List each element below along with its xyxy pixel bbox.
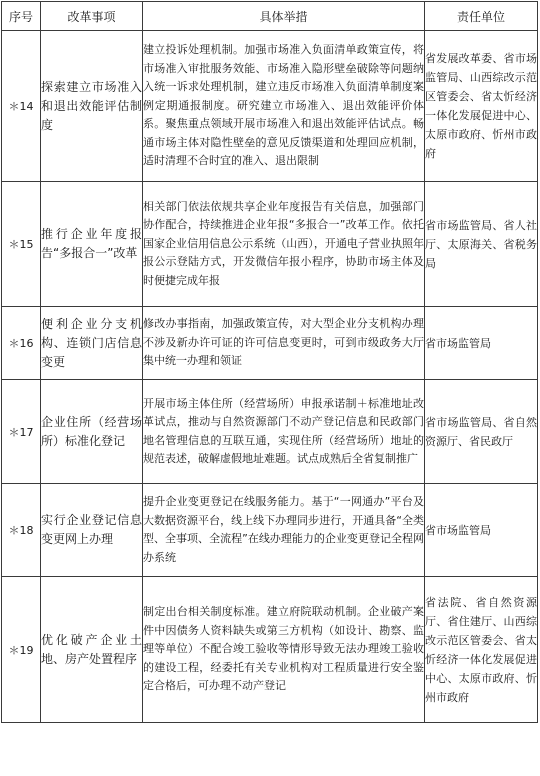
table-row bbox=[2, 182, 538, 307]
row-serial-number: ＊18 bbox=[2, 484, 41, 577]
row-responsible-unit: 省发展改革委、省市场监管局、山西综改示范区管委会、省太忻经济一体化发展促进中心、太原市政府、忻州市政府 bbox=[425, 31, 538, 182]
row-specific-measures: 制定出台相关制度标准。建立府院联动机制。企业破产案件中因债务人资料缺失或第三方机构（如设计、勘察、监理等单位）不配合竣工验收等情形导致无法办理竣工验收的建设工程，经委托有关专业机构对工程质量进行安全鉴定合格后，可办理不动产登记 bbox=[143, 577, 425, 723]
table-row bbox=[2, 484, 538, 577]
row-reform-item: 企业住所（经营场所）标准化登记 bbox=[41, 380, 143, 484]
header-specific-measures: 具体举措 bbox=[143, 2, 425, 31]
table-row bbox=[2, 31, 538, 182]
table-row bbox=[2, 577, 538, 723]
header-responsible-unit: 责任单位 bbox=[425, 2, 538, 31]
table-row bbox=[2, 307, 538, 380]
row-responsible-unit: 省市场监管局、省自然资源厅、省民政厅 bbox=[425, 380, 538, 484]
row-specific-measures: 开展市场主体住所（经营场所）申报承诺制＋标准地址改革试点，推动与自然资源部门不动产登记信息和民政部门地名管理信息的互联互通，实现住所（经营场所）地址的规范表述，破解虚假地址难题。试点成熟后全省复制推广 bbox=[143, 380, 425, 484]
row-specific-measures: 提升企业变更登记在线服务能力。基于“一网通办”平台及大数据资源平台，线上线下办理同步进行，开通具备“全类型、全事项、全流程”在线办理能力的企业变更登记全程网办系统 bbox=[143, 484, 425, 577]
row-reform-item: 推行企业年度报告“多报合一”改革 bbox=[41, 182, 143, 307]
row-serial-number: ＊17 bbox=[2, 380, 41, 484]
header-reform-item: 改革事项 bbox=[41, 2, 143, 31]
header-serial-number: 序号 bbox=[2, 2, 41, 31]
reform-table bbox=[1, 1, 538, 723]
row-specific-measures: 相关部门依法依规共享企业年度报告有关信息，加强部门协作配合，持续推进企业年报“多报合一”改革工作。依托国家企业信用信息公示系统（山西），开通电子营业执照年报公示登陆方式，开发微信年报小程序，协助市场主体及时便捷完成年报 bbox=[143, 182, 425, 307]
row-reform-item: 便利企业分支机构、连锁门店信息变更 bbox=[41, 307, 143, 380]
row-responsible-unit: 省市场监管局 bbox=[425, 307, 538, 380]
row-serial-number: ＊19 bbox=[2, 577, 41, 723]
row-serial-number: ＊16 bbox=[2, 307, 41, 380]
row-reform-item: 优化破产企业土地、房产处置程序 bbox=[41, 577, 143, 723]
row-specific-measures: 建立投诉处理机制。加强市场准入负面清单政策宣传，将市场准入审批服务效能、市场准入隐形壁垒破除等问题纳入统一诉求处理机制，建立违反市场准入负面清单制度案例定期通报制度。研究建立市场准入、退出效能评价体系。聚焦重点领域开展市场准入和退出效能评估试点。畅通市场主体对隐性壁垒的意见反馈渠道和处理回应机制，适时清理不合时宜的准入、退出限制 bbox=[143, 31, 425, 182]
row-responsible-unit: 省法院、省自然资源厅、省住建厅、山西综改示范区管委会、省太忻经济一体化发展促进中心、太原市政府、忻州市政府 bbox=[425, 577, 538, 723]
row-reform-item: 探索建立市场准入和退出效能评估制度 bbox=[41, 31, 143, 182]
row-serial-number: ＊14 bbox=[2, 31, 41, 182]
row-responsible-unit: 省市场监管局 bbox=[425, 484, 538, 577]
row-specific-measures: 修改办事指南，加强政策宣传，对大型企业分支机构办理不涉及新办许可证的许可信息变更时，可到市级政务大厅集中统一办理和领证 bbox=[143, 307, 425, 380]
row-responsible-unit: 省市场监管局、省人社厅、太原海关、省税务局 bbox=[425, 182, 538, 307]
table-row bbox=[2, 380, 538, 484]
row-reform-item: 实行企业登记信息变更网上办理 bbox=[41, 484, 143, 577]
row-serial-number: ＊15 bbox=[2, 182, 41, 307]
table-header-row bbox=[2, 2, 538, 31]
